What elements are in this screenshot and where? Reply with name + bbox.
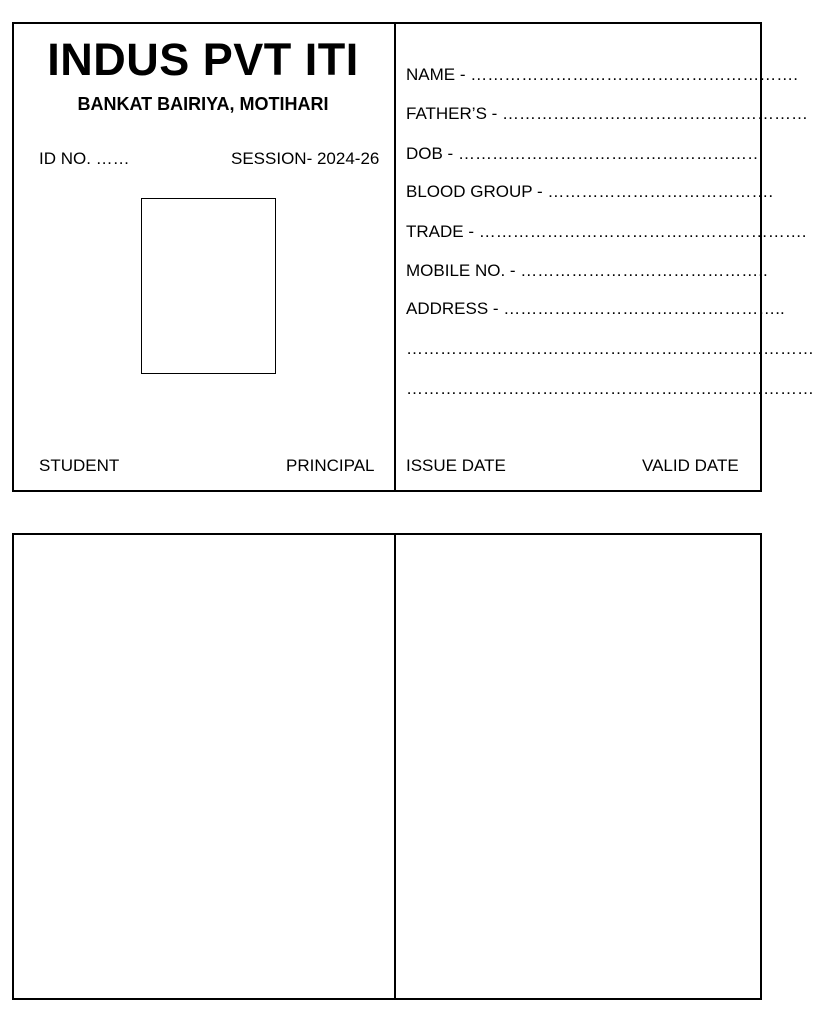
blood-group-field: BLOOD GROUP - ………………………………….	[406, 182, 774, 201]
institute-address: BANKAT BAIRIYA, MOTIHARI	[77, 94, 329, 114]
issue-date-label: ISSUE DATE	[406, 456, 506, 475]
id-card-back	[12, 533, 762, 1000]
card-divider	[394, 22, 396, 492]
session: SESSION- 2024-26	[231, 149, 380, 168]
name-field: NAME - ………………………………………………….	[406, 65, 798, 84]
student-signature-label: STUDENT	[39, 456, 120, 475]
address-line-2: ………………………………………………………………	[406, 339, 814, 358]
principal-signature-label: PRINCIPAL	[286, 456, 375, 475]
id-card-front	[12, 22, 814, 492]
dob-field: DOB - ………………………………………………	[406, 144, 764, 163]
trade-field: TRADE - ………………………………………………….	[406, 222, 807, 241]
back-card-divider	[394, 533, 396, 1000]
mobile-field: MOBILE NO. - ……………………………………..	[406, 261, 768, 280]
address-field: ADDRESS - …………………………………………..	[406, 299, 785, 318]
address-line-3: ………………………………………………………………	[406, 379, 814, 398]
fathers-name-field: FATHER’S - ………………………………………………	[406, 104, 809, 123]
institute-name: INDUS PVT ITI	[47, 34, 359, 85]
photo-placeholder	[141, 198, 276, 374]
valid-date-label: VALID DATE	[642, 456, 739, 475]
id-number: ID NO. ……	[39, 149, 130, 168]
